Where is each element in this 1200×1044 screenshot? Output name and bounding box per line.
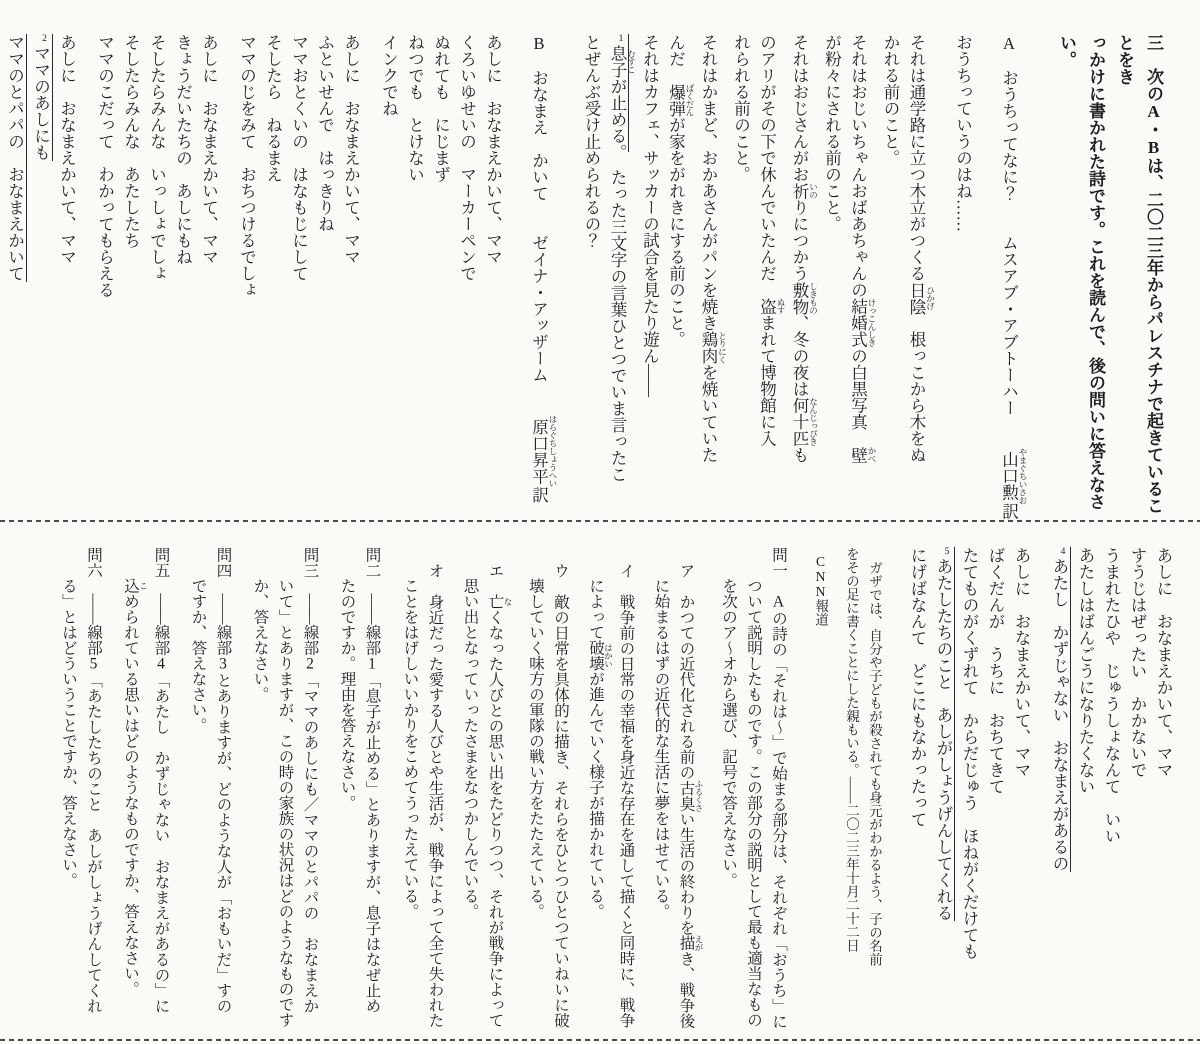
question-1-option-u-line xyxy=(548,547,573,1044)
ruby-annotated-text: 破壊 はかい xyxy=(587,640,614,671)
text-segment: ウ 敵の日常を具体的に描き、それらをひとつひとつていねいに破 xyxy=(552,562,569,1028)
text-segment: B xyxy=(529,34,549,53)
question-1-option-u-line xyxy=(523,547,548,1044)
section-instruction xyxy=(1052,34,1168,521)
text-segment: あたしたちのこと あしがしょうげんしてくれる xyxy=(934,558,953,921)
question-3-line xyxy=(273,547,298,1044)
text-segment: にげばなんて どこにもなかったって xyxy=(908,547,927,828)
ruby-annotated-text: 盗 ぬす xyxy=(757,298,786,315)
text-segment: おうちっていうのはね…… xyxy=(953,34,973,232)
text-segment: は、二〇二三年からパレスチナで起きていることをき xyxy=(1115,34,1163,514)
ruby-annotated-text: 息子 むすこ xyxy=(608,45,637,78)
text-segment: 2 xyxy=(301,655,319,673)
question-4-line xyxy=(186,547,211,1044)
text-segment: ばくだんが うちに おちてきて xyxy=(986,547,1005,795)
poem-b-stanza-5-line xyxy=(1098,547,1124,1044)
poem-a-body-line xyxy=(754,34,787,521)
poem-b-stanza-5 xyxy=(1046,547,1176,1044)
text-segment: とぜんぶ受け止められるの？ xyxy=(582,34,601,249)
poem-b-stanza-3 xyxy=(92,34,222,521)
text-segment: の白黒写真 xyxy=(848,347,868,447)
text-segment: りにつかう xyxy=(790,199,809,282)
text-segment: が止める。 xyxy=(608,78,627,153)
text-segment: 問三 ——線部 xyxy=(301,547,319,656)
text-segment: められている思いはどのようなものですか、答えなさい。 xyxy=(122,593,139,997)
question-1-option-o xyxy=(398,547,448,1044)
question-1-option-a-line xyxy=(674,547,705,1044)
question-2 xyxy=(335,547,385,1044)
ref-marker-1: 1 xyxy=(616,34,626,44)
poem-b-stanza-6-line xyxy=(904,547,930,1044)
question-6 xyxy=(56,547,106,1044)
question-1-option-e-line xyxy=(458,547,483,1044)
poem-b-stanza-6-line xyxy=(982,547,1008,1044)
text-segment: あしに おなまえかいて、ママ xyxy=(483,34,503,265)
poem-b-stanza-2-line xyxy=(234,34,260,521)
poem-b-stanza-3-line xyxy=(170,34,196,521)
ruby-annotated-text: 祈 いの xyxy=(790,182,819,199)
poem-b-stanza-1-line xyxy=(428,34,454,521)
question-3-line xyxy=(298,547,323,1044)
ruby-annotated-text: 鶏肉 とりにく xyxy=(699,331,728,364)
question-1-line xyxy=(766,547,791,1044)
poem-b-stanza-5-line xyxy=(1072,547,1098,1044)
poem-a-title xyxy=(994,34,1029,521)
poem-b-stanza-2-line xyxy=(260,34,286,521)
text-segment: そしたらみんな あたしたち xyxy=(121,34,141,249)
text-segment: ついて説明したものです。この部分の説明として最も適当なもの xyxy=(745,578,762,1028)
poem-b-stanza-4-line xyxy=(2,34,28,521)
question-5-line xyxy=(118,547,149,1044)
poem-b-stanza-5-line xyxy=(1046,547,1072,1044)
question-6-line xyxy=(81,547,106,1044)
ruby-annotated-text: 敷物 しきもの xyxy=(790,281,819,315)
section-divider-dashed xyxy=(0,520,1200,522)
question-1-option-i-line xyxy=(583,547,614,1044)
text-segment: が家をがれきにする前のこと。 xyxy=(666,116,686,348)
question-3 xyxy=(248,547,323,1044)
source-note-line xyxy=(840,547,863,1044)
text-segment: を焼いていた xyxy=(699,364,718,463)
question-5 xyxy=(118,547,174,1044)
ruby-annotated-text: 描 えが xyxy=(677,934,704,951)
text-segment: それはかまど、おかあさんがパンを焼き xyxy=(699,34,718,331)
text-segment: まれて博物館に入 xyxy=(757,314,777,447)
ref-marker-5: 5 xyxy=(942,547,952,557)
questions-section xyxy=(0,523,1200,1044)
text-segment: 根っこから木をぬ xyxy=(907,314,926,463)
question-1-line xyxy=(716,547,741,1044)
text-segment: き、戦争後 xyxy=(677,950,695,1028)
poem-a-body-line xyxy=(877,34,903,521)
text-segment: 3 xyxy=(214,655,232,673)
text-segment: 思い出となっていったさまをなつかしんでいる。 xyxy=(461,578,479,919)
poem-b-stanza-4-line xyxy=(54,34,80,521)
question-2-line xyxy=(335,547,360,1044)
poem-b-stanza-1-line xyxy=(480,34,506,521)
text-segment: ・ xyxy=(1144,121,1163,138)
text-segment: ことをはげしいいかりをこめてうったえている。 xyxy=(401,578,419,919)
text-segment: とありますが、どのような人が「おもいだ」すの xyxy=(214,672,232,1014)
poem-b-stanza-3-line xyxy=(92,34,118,521)
question-1-option-i-line xyxy=(614,547,639,1044)
text-segment: 「あたしたちのこと あしがしょうげんしてくれ xyxy=(85,672,102,1014)
question-1-option-a xyxy=(649,547,705,1044)
section-instruction-line xyxy=(1052,34,1110,521)
poem-b-stanza-1-line xyxy=(402,34,428,521)
ref-marker-2: 2 xyxy=(39,34,50,44)
text-segment: いて」とありますが、この時の家族の状況はどのようなものです xyxy=(276,578,294,1028)
text-segment: あたしはばんごうになりたくない xyxy=(1076,547,1095,795)
text-segment: 訳 xyxy=(529,486,549,503)
ruby-annotated-text: 壁 かべ xyxy=(848,446,877,463)
ruby-annotated-text: 爆弾 ばくだん xyxy=(666,83,695,117)
poem-b-stanza-1-line xyxy=(376,34,402,521)
poem-b-stanza-3-line xyxy=(196,34,222,521)
question-3-line xyxy=(248,547,273,1044)
text-segment: が進んでいく様子が描かれている。 xyxy=(587,671,604,919)
text-segment: そしたら ねるまえ xyxy=(263,34,283,183)
poem-b-stanza-2 xyxy=(234,34,364,521)
text-segment: ですか、答えなさい。 xyxy=(189,578,207,733)
text-segment: そしたらみんな いっしょでしょ xyxy=(147,34,167,282)
text-segment: 、冬の夜は xyxy=(790,314,809,397)
text-segment: たてものがくずれて からだじゅう ほねがくだけても xyxy=(960,547,979,960)
text-segment: 問二 ——線部 xyxy=(363,547,381,656)
poem-a-body-line xyxy=(604,34,637,521)
poem-b-stanza-6 xyxy=(904,547,1034,1044)
poem-a-body-line xyxy=(695,34,728,521)
poem-a-body-line xyxy=(786,34,819,521)
text-segment: 問六 ——線部 xyxy=(85,547,102,656)
question-1-option-i xyxy=(583,547,639,1044)
question-2-line xyxy=(360,547,385,1044)
text-segment: ママのじをみて おちつけるでしょ xyxy=(237,34,257,298)
text-segment: 4 xyxy=(152,655,170,673)
text-segment: おうちってなに？ ムスアブ・アブトーハー xyxy=(999,53,1019,449)
reading-passage-section xyxy=(0,0,1200,521)
text-segment: たった三文字の言葉ひとつでいま言ったこ xyxy=(608,152,627,483)
text-segment: れられる前のこと。 xyxy=(731,34,751,183)
text-segment: すうじはぜったい かかないで xyxy=(1128,547,1147,778)
text-segment: 5 xyxy=(85,655,102,673)
text-segment: 「あたし かずじゃない おなまえがあるの」に xyxy=(152,672,170,1014)
question-1-option-o-line xyxy=(398,547,423,1044)
text-segment: っかけに書かれた詩です。これを読んで、後の問いに答えなさい。 xyxy=(1057,34,1105,510)
text-segment: あしに おなまえかいて、ママ xyxy=(341,34,361,265)
text-segment: 「息子が止める」とありますが、息子はなぜ止め xyxy=(363,672,381,1014)
poem-a-body-line xyxy=(637,34,663,521)
text-segment: によって xyxy=(587,578,604,640)
text-segment: を次のア〜オから選び、記号で答えなさい。 xyxy=(720,578,737,888)
question-1-option-a-line xyxy=(649,547,674,1044)
text-segment: あしに おなまえかいて、ママ xyxy=(57,34,77,265)
poem-b-stanza-5-line xyxy=(1150,547,1176,1044)
ruby-annotated-text: 日陰 ひかげ xyxy=(907,281,936,315)
question-1-option-e-line xyxy=(483,547,514,1044)
poem-a-body-line xyxy=(903,34,936,521)
question-6-line xyxy=(56,547,81,1044)
text-segment: が粉々にされる前のこと。 xyxy=(822,34,842,232)
poem-b-stanza-3-line xyxy=(144,34,170,521)
text-segment: それはカフェ、サッカーの試合を見たり遊ん—— xyxy=(640,34,660,397)
text-segment: 壊していく味方の軍隊の戦い方をたたえている。 xyxy=(527,578,544,919)
ruby-annotated-text: 亡 な xyxy=(486,593,513,609)
text-segment: の詩の「それは〜」で始まる部分は、それぞれ「おうち」に xyxy=(770,610,787,1029)
poem-b-stanza-4-line xyxy=(28,34,54,521)
poem-a-intro xyxy=(950,34,976,521)
poem-a-title-line xyxy=(994,34,1029,521)
text-segment: ママのあしにも xyxy=(31,45,51,161)
poem-b-stanza-1 xyxy=(376,34,506,521)
text-segment: それはおじさんがお xyxy=(790,34,809,183)
poem-b-stanza-2-line xyxy=(312,34,338,521)
text-segment: きょうだいたちの あしにもね xyxy=(173,34,193,265)
text-segment: ねつでも とけない xyxy=(405,34,425,183)
text-segment: くろいゆせいの マーカーペンで xyxy=(457,34,477,282)
text-segment: 問四 ——線部 xyxy=(214,547,232,656)
text-segment: 「ママのあしにも／ママのとパパの おなまえか xyxy=(301,672,319,1014)
text-segment: A xyxy=(999,34,1019,53)
poem-b-stanza-5-line xyxy=(1124,547,1150,1044)
ruby-annotated-text: 古臭 ふるくさ xyxy=(677,779,704,812)
poem-b-stanza-4 xyxy=(0,34,80,521)
question-1-option-e xyxy=(458,547,514,1044)
text-segment: A xyxy=(770,593,787,611)
question-1-line xyxy=(741,547,766,1044)
text-segment: 三 次の xyxy=(1144,34,1163,102)
text-segment: る」とはどういうことですか、答えなさい。 xyxy=(60,578,77,888)
question-4 xyxy=(186,547,236,1044)
text-segment: B xyxy=(1144,138,1163,157)
text-segment: ふといせんで はっきりね xyxy=(315,34,335,232)
poem-a-body-line xyxy=(728,34,754,521)
text-segment: 報道 xyxy=(813,598,828,626)
text-segment: あしに おなまえかいて、ママ xyxy=(1154,547,1173,778)
text-segment: あしに おなまえかいて、ママ xyxy=(1012,547,1031,778)
text-segment: あしに おなまえかいて、ママ xyxy=(199,34,219,265)
poem-a-intro-line xyxy=(950,34,976,521)
source-note-line xyxy=(863,547,886,1044)
poem-a-body-line xyxy=(578,34,604,521)
poem-b-title-line xyxy=(524,34,559,521)
text-segment: んだ xyxy=(666,34,686,84)
text-segment: うまれたひや じゅうしょなんて いい xyxy=(1102,547,1121,844)
text-segment: A xyxy=(1144,102,1163,121)
poem-b-stanza-2-line xyxy=(286,34,312,521)
text-segment: それは通学路に立つ木立がつくる xyxy=(907,34,926,282)
poem-b-stanza-6-line xyxy=(1008,547,1034,1044)
poem-b-stanza-1-line xyxy=(454,34,480,521)
text-segment: それはおじいちゃんおばあちゃんの xyxy=(848,34,868,298)
text-segment: ぬれても にじまず xyxy=(431,34,451,183)
ruby-annotated-text: 原口昇平 はらぐちしょうへい xyxy=(529,415,558,488)
text-segment: インクでね xyxy=(379,34,399,117)
text-segment: ママおとくいの はなもじにして xyxy=(289,34,309,282)
poem-a-body xyxy=(578,34,936,521)
text-segment: ママのこだって わかってもらえる xyxy=(95,34,115,298)
poem-b-stanza-6-line xyxy=(930,547,956,1044)
text-segment: のアリがその下で休んでいたんだ xyxy=(757,34,777,298)
poem-a-body-line xyxy=(819,34,845,521)
underlined-passage-1 xyxy=(608,34,637,153)
source-credit xyxy=(809,547,832,1044)
ruby-annotated-text: 込 こ xyxy=(122,578,149,594)
text-segment: か、答えなさい。 xyxy=(251,578,269,702)
section-instruction-line xyxy=(1110,34,1168,521)
source-note xyxy=(840,547,886,1044)
text-segment: おなまえ かいて ゼイナ・アッザーム xyxy=(529,53,549,416)
text-segment: をその足に書くことにした親もいる。——二〇二三年十月二十二日 xyxy=(844,547,859,952)
poem-a-body-line xyxy=(663,34,696,521)
question-1 xyxy=(716,547,791,1044)
underlined-passage-5 xyxy=(934,547,955,921)
text-segment: ア かつての近代化される前の xyxy=(677,562,695,780)
text-segment: い生活の終わりを xyxy=(677,811,695,935)
page-bottom-divider-dashed xyxy=(0,1039,1200,1041)
poem-a-body-line xyxy=(845,34,878,521)
text-segment: も xyxy=(790,446,809,463)
ref-marker-4: 4 xyxy=(1058,547,1068,557)
poem-b-title xyxy=(524,34,559,521)
text-segment: エ xyxy=(486,562,504,594)
question-5-line xyxy=(149,547,174,1044)
underlined-passage-2 xyxy=(32,34,53,161)
source-credit-line xyxy=(809,547,832,1044)
text-segment: たのですか。理由を答えなさい。 xyxy=(338,578,356,811)
ruby-annotated-text: 何十匹 なんじっぴき xyxy=(790,397,819,447)
text-segment: かれる前のこと。 xyxy=(881,34,900,166)
text-segment: 訳 xyxy=(999,502,1019,520)
text-segment: ママのとパパの おなまえかいて xyxy=(5,34,25,282)
underlined-passage xyxy=(6,34,27,282)
question-1-option-o-line xyxy=(423,547,448,1044)
question-4-line xyxy=(211,547,236,1044)
ruby-annotated-text: 結婚式 けっこんしき xyxy=(848,298,877,348)
poem-b-stanza-2-line xyxy=(338,34,364,521)
question-1-option-u xyxy=(523,547,573,1044)
text-segment: あたし かずじゃない おなまえがあるの xyxy=(1050,558,1069,872)
poem-b-stanza-3-line xyxy=(118,34,144,521)
ruby-annotated-text: 山口勲 やまぐちいさお xyxy=(999,447,1028,504)
underlined-passage-4 xyxy=(1050,547,1071,872)
text-segment: に始まるはずの近代的な生活に夢をはせている。 xyxy=(652,578,670,919)
text-segment: ガザでは、自分や子どもが殺されても身元がわかるよう、子の名前 xyxy=(867,560,882,966)
text-segment: 問一 xyxy=(770,547,787,594)
text-segment: オ 身近だった愛する人びとや生活が、戦争によって全て失われた xyxy=(426,562,444,1028)
text-segment: 1 xyxy=(363,655,381,673)
text-segment: 問五 ——線部 xyxy=(152,547,170,656)
text-segment: くなった人びとの思い出をたどりつつ、それが戦争によって xyxy=(486,609,504,1028)
text-segment: イ 戦争前の日常の幸福を身近な存在を通して描くと同時に、戦争 xyxy=(617,562,635,1028)
poem-b-stanza-6-line xyxy=(956,547,982,1044)
text-segment: CNN xyxy=(813,553,828,599)
